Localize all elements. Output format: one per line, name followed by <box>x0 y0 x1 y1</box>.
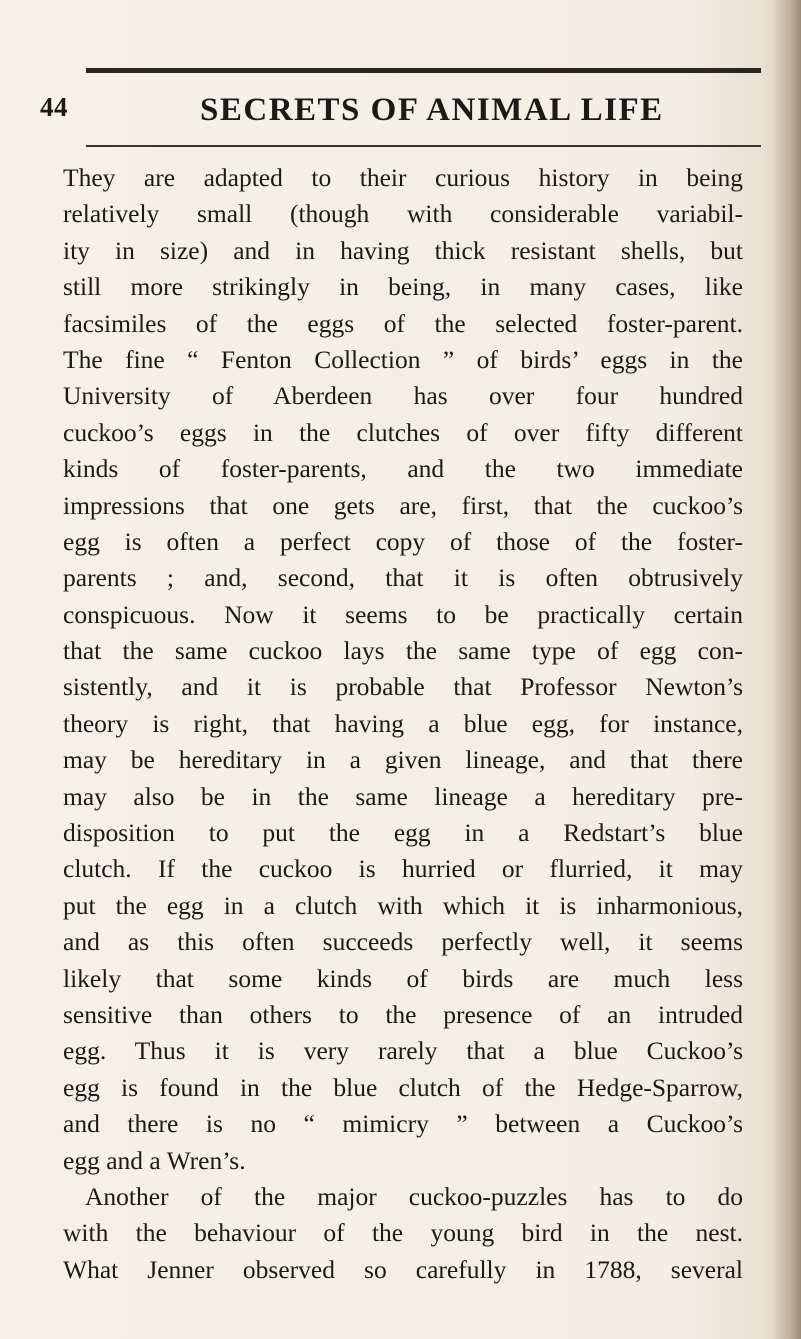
text-line: and as this often succeeds perfectly well, it seems <box>63 927 743 957</box>
text-line: egg is found in the blue clutch of the Hedge-Sparrow, <box>63 1072 743 1102</box>
text-line: likely that some kinds of birds are much less <box>63 963 743 993</box>
text-line: with the behaviour of the young bird in the nest. <box>63 1218 743 1248</box>
header-rule <box>86 145 761 147</box>
text-line: egg and a Wren’s. <box>63 1145 246 1175</box>
text-line: disposition to put the egg in a Redstart’s blue <box>63 818 743 848</box>
text-line: that the same cuckoo lays the same type of egg con- <box>63 636 743 666</box>
text-line: may be hereditary in a given lineage, and that there <box>63 745 743 775</box>
text-line: Another of the major cuckoo-puzzles has to do <box>85 1181 743 1211</box>
text-line: The fine “ Fenton Collection ” of birds’ eggs in the <box>63 344 743 374</box>
text-line: parents ; and, second, that it is often obtrusively <box>63 563 743 593</box>
text-line: may also be in the same lineage a hereditary pre- <box>63 781 743 811</box>
top-rule <box>86 68 761 73</box>
text-line: What Jenner observed so carefully in 1788, several <box>63 1254 743 1284</box>
text-line: sistently, and it is probable that Professor Newton’s <box>63 672 743 702</box>
text-line: conspicuous. Now it seems to be practically certain <box>63 599 743 629</box>
running-head: SECRETS OF ANIMAL LIFE <box>200 92 664 128</box>
text-line: clutch. If the cuckoo is hurried or flurried, it may <box>63 854 743 884</box>
text-line: impressions that one gets are, first, that the cuckoo’s <box>63 490 743 520</box>
page-header <box>40 92 760 132</box>
text-line: facsimiles of the eggs of the selected foster-parent. <box>63 308 743 338</box>
text-line: relatively small (though with considerable variabil- <box>63 199 743 229</box>
text-line: put the egg in a clutch with which it is inharmonious, <box>63 890 743 920</box>
body-text <box>63 160 743 1288</box>
text-line: University of Aberdeen has over four hundred <box>63 381 743 411</box>
text-line: still more strikingly in being, in many cases, like <box>63 272 743 302</box>
text-line: egg. Thus it is very rarely that a blue Cuckoo’s <box>63 1036 743 1066</box>
page-number: 44 <box>40 92 68 122</box>
text-line: cuckoo’s eggs in the clutches of over fifty different <box>63 417 743 447</box>
text-line: They are adapted to their curious history in being <box>63 163 743 192</box>
text-line: theory is right, that having a blue egg, for instance, <box>63 708 743 738</box>
page-edge-shadow <box>771 0 801 1339</box>
text-line: egg is often a perfect copy of those of the foster- <box>63 526 743 556</box>
text-line: ity in size) and in having thick resistant shells, but <box>63 235 743 265</box>
text-line: kinds of foster-parents, and the two immediate <box>63 454 743 484</box>
text-line: and there is no “ mimicry ” between a Cuckoo’s <box>63 1109 743 1139</box>
text-line: sensitive than others to the presence of an intruded <box>63 999 743 1029</box>
